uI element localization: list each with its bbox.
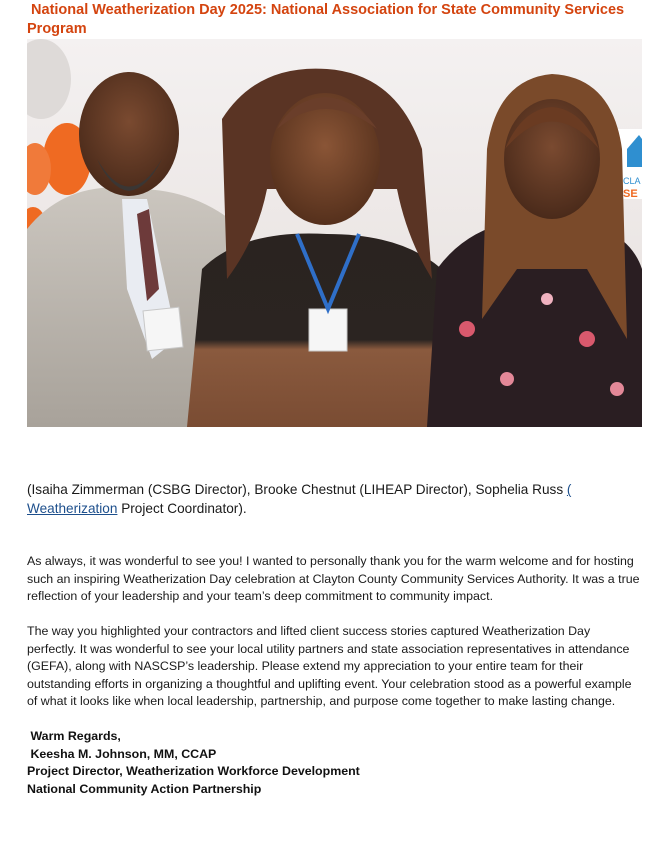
photo-caption [27, 480, 642, 518]
body-paragraph-2: The way you highlighted your contractors and lifted client success stories captured Weatherization Day perfectly. It was wonderful to see your local utility partners and state association representatives in attendance (GEFA), along with NASCSP’s leadership. Please extend my appreciation to your entire team for their outstanding efforts in organizing a thoughtful and uplifting event. Your celebration stood as a powerful example of what it looks like when local leadership, partnership, and purpose come together to make lasting change. [27, 624, 632, 708]
badge-letters-2: SE [623, 188, 638, 200]
article-title: National Weatherization Day 2025: National Association for State Community Services Program [27, 2, 629, 37]
newsletter-article [27, 0, 642, 798]
signature-name: Keesha M. Johnson, MM, CCAP [27, 746, 217, 761]
signature-closing: Warm Regards, [27, 729, 121, 743]
caption-text-before: (Isaiha Zimmerman (CSBG Director), Brooke Chestnut (LIHEAP Director), Sophelia Russ [27, 482, 567, 497]
signature-organization: National Community Action Partnership [27, 781, 262, 796]
body-paragraph-1: As always, it was wonderful to see you! I wanted to personally thank you for the warm welcome and for hosting such an inspiring Weatherization Day celebration at Clayton County Community Services Authority. It was a true reflection of your leadership and your team’s deep commitment to community impact. [27, 554, 640, 603]
event-photo [27, 39, 642, 427]
signature-block [27, 728, 642, 798]
weatherization-link[interactable]: ( Weatherization [27, 482, 572, 516]
event-photo-illustration [27, 39, 642, 427]
badge-letters-1: CLA [623, 176, 641, 186]
signature-role: Project Director, Weatherization Workforce Development [27, 764, 360, 778]
caption-text-after: Project Coordinator). [117, 501, 247, 516]
